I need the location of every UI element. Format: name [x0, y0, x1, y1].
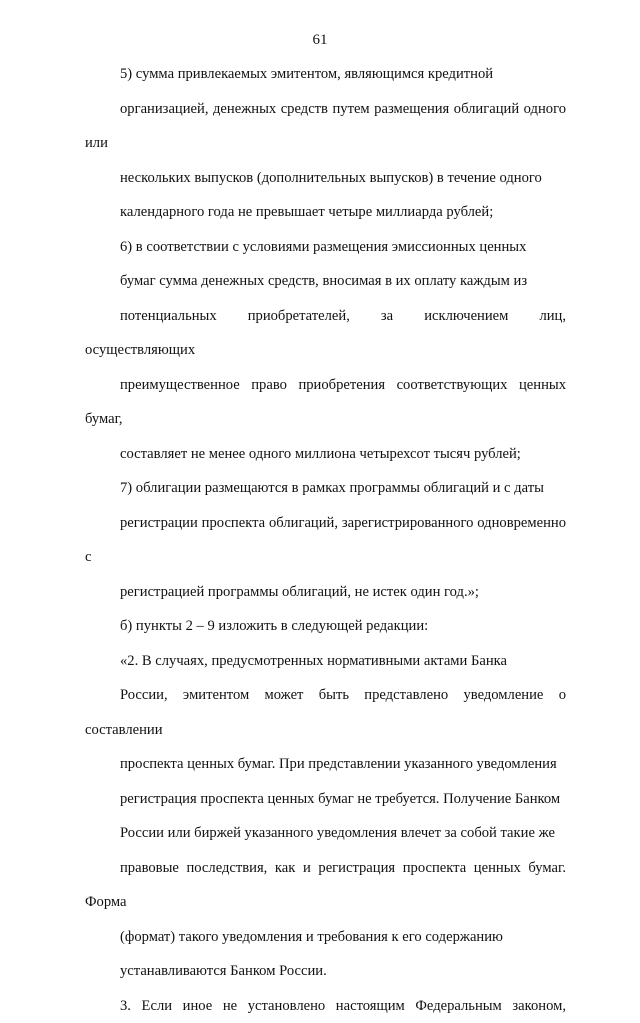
text-line: преимущественное право приобретения соответствующих ценных бумаг, — [85, 368, 566, 437]
text-line: 7) облигации размещаются в рамках программы облигаций и с даты — [85, 471, 566, 506]
text-line: регистрация проспекта ценных бумаг не требуется. Получение Банком — [85, 782, 566, 817]
text-line: России или биржей указанного уведомления влечет за собой такие же — [85, 816, 566, 851]
paragraph-item-6 — [85, 230, 566, 472]
text-line: бумаг сумма денежных средств, вносимая в их оплату каждым из — [85, 264, 566, 299]
paragraph-subitem-b — [85, 609, 566, 644]
text-line: регистрации проспекта облигаций, зарегистрированного одновременно с — [85, 506, 566, 575]
text-line: календарного года не превышает четыре миллиарда рублей; — [85, 195, 566, 230]
text-line: потенциальных приобретателей, за исключением лиц, осуществляющих — [85, 299, 566, 368]
text-line: составляет не менее одного миллиона четырехсот тысяч рублей; — [85, 437, 566, 472]
text-line: б) пункты 2 – 9 изложить в следующей редакции: — [85, 609, 566, 644]
text-line: организацией, денежных средств путем размещения облигаций одного или — [85, 92, 566, 161]
paragraph-item-5 — [85, 57, 566, 230]
text-line: 6) в соответствии с условиями размещения эмиссионных ценных — [85, 230, 566, 265]
text-line: 5) сумма привлекаемых эмитентом, являющимся кредитной — [85, 57, 566, 92]
text-line: регистрацией программы облигаций, не истек один год.»; — [85, 575, 566, 610]
page-number: 61 — [0, 32, 640, 49]
text-line: 3. Если иное не установлено настоящим Федеральным законом, — [85, 989, 566, 1023]
text-line: устанавливаются Банком России. — [85, 954, 566, 989]
paragraph-item-7 — [85, 471, 566, 609]
text-line: (формат) такого уведомления и требования к его содержанию — [85, 920, 566, 955]
text-line: правовые последствия, как и регистрация проспекта ценных бумаг. Форма — [85, 851, 566, 920]
paragraph-point-3 — [85, 989, 566, 1023]
document-body — [85, 57, 566, 1023]
text-line: «2. В случаях, предусмотренных нормативными актами Банка — [85, 644, 566, 679]
text-line: России, эмитентом может быть представлено уведомление о составлении — [85, 678, 566, 747]
text-line: проспекта ценных бумаг. При представлении указанного уведомления — [85, 747, 566, 782]
text-line: нескольких выпусков (дополнительных выпусков) в течение одного — [85, 161, 566, 196]
paragraph-point-2 — [85, 644, 566, 989]
